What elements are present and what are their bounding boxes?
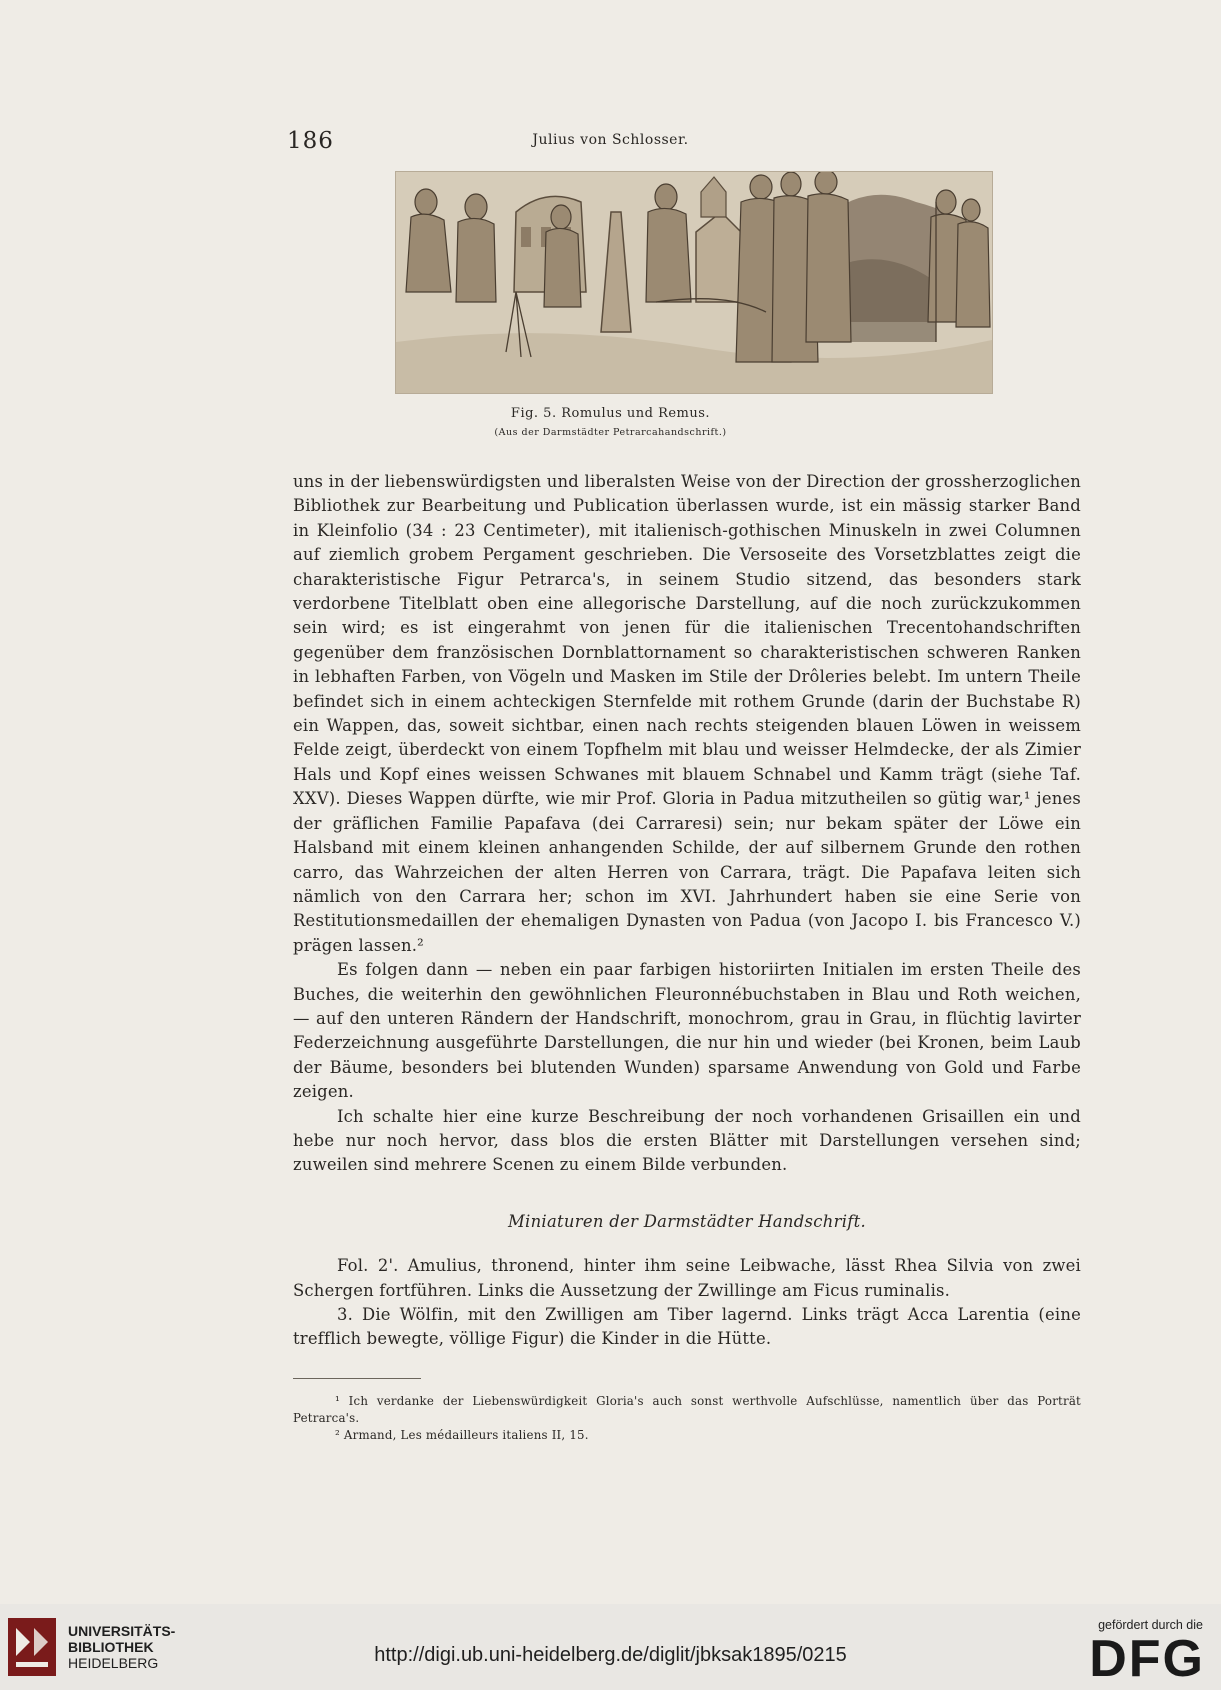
page-footer bbox=[0, 1604, 1221, 1690]
body-text bbox=[293, 470, 1081, 1444]
figure-source: (Aus der Darmstädter Petrarcahandschrift.) bbox=[494, 427, 727, 438]
paragraph-4: Fol. 2'. Amulius, thronend, hinter ihm seine Leibwache, lässt Rhea Silvia von zwei Schergen fortführen. Links die Aussetzung der Zwillinge am Ficus ruminalis. bbox=[293, 1256, 1081, 1300]
paragraph-1: uns in der liebenswürdigsten und liberalsten Weise von der Direction der grossherzoglichen Bibliothek zur Bearbeitung und Publication überlassen wurde, ist ein mässig starker Band in Kleinfolio (34 : 23 Centimeter), mit italienisch-gothischen Minuskeln in zwei Columnen auf ziemlich grobem Pergament geschrieben. Die Versoseite des Vorsetzblattes zeigt die charakteristische Figur Petrarca's, in seinem Studio sitzend, das besonders stark verdorbene Titelblatt oben eine allegorische Darstellung, auf die noch zurückzukommen sein wird; es ist eingerahmt von jenen für die italienischen Trecentohandschriften gegenüber dem französischen Dornblattornament so charakteristischen schweren Ranken in lebhaften Farben, von Vögeln und Masken im Stile der Drôleries belebt. Im untern Theile befindet sich in einem achteckigen Sternfelde mit rothem Grunde (darin der Buchstabe R) ein Wappen, das, soweit sichtbar, einen nach rechts steigenden blauen Löwen in weissem Felde zeigt, überdeckt von einem Topfhelm mit blau und weisser Helmdecke, der als Zimier Hals und Kopf eines weissen Schwanes mit blauem Schnabel und Kamm trägt (siehe Taf. XXV). Dieses Wappen dürfte, wie mir Prof. Gloria in Padua mitzutheilen so gütig war,¹ jenes der gräflichen Familie Papafava (dei Carraresi) sein; nur bekam später der Löwe ein Halsband mit einem kleinen anhangenden Schilde, der auf silbernem Grunde den rothen carro, das Wahrzeichen der alten Herren von Carrara, trägt. Die Papafava leiten sich nämlich von den Carrara her; schon im XVI. Jahrhundert haben sie eine Serie von Restitutionsmedaillen der ehemaligen Dynasten von Padua (von Jacopo I. bis Francesco V.) prägen lassen.² bbox=[293, 472, 1081, 955]
funding-label: gefördert durch die bbox=[1098, 1618, 1203, 1632]
source-url-link[interactable]: http://digi.ub.uni-heidelberg.de/diglit/jbksak1895/0215 bbox=[374, 1644, 847, 1666]
paragraph-5: 3. Die Wölfin, mit den Zwilligen am Tiber lagernd. Links trägt Acca Larentia (eine trefflich bewegte, völlige Figur) die Kinder in die Hütte. bbox=[293, 1305, 1081, 1349]
paragraph-3: Ich schalte hier eine kurze Beschreibung der noch vorhandenen Grisaillen ein und hebe nur noch hervor, dass blos die ersten Blätter mit Darstellungen versehen sind; zuweilen sind mehrere Scenen zu einem Bilde verbunden. bbox=[293, 1106, 1081, 1175]
institution-line-2: BIBLIOTHEK bbox=[68, 1639, 154, 1655]
section-heading: Miniaturen der Darmstädter Handschrift. bbox=[507, 1211, 867, 1231]
institution-line-3: HEIDELBERG bbox=[68, 1655, 159, 1671]
footnote-1: ¹ Ich verdanke der Liebenswürdigkeit Gloria's auch sonst werthvolle Aufschlüsse, namentlich über das Porträt Petrarca's. bbox=[293, 1393, 1081, 1425]
page-number: 186 bbox=[287, 128, 334, 154]
figure-illustration bbox=[395, 171, 993, 394]
paragraph-2: Es folgen dann — neben ein paar farbigen historiirten Initialen im ersten Theile des Buches, die weiterhin den gewöhnlichen Fleuronnébuchstaben in Blau und Roth weichen, — auf den unteren Rändern der Handschrift, monochrom, grau in Grau, in flüchtig lavirter Federzeichnung ausgeführte Darstellungen, die nur hin und wieder (bei Kronen, beim Laub der Bäume, besonders bei blutenden Wunden) sparsame Anwendung von Gold und Farbe zeigen. bbox=[293, 960, 1081, 1102]
footnote-2: ² Armand, Les médailleurs italiens II, 15. bbox=[335, 1427, 589, 1442]
figure-caption: Fig. 5. Romulus und Remus. bbox=[510, 406, 711, 421]
page-header bbox=[0, 128, 1221, 158]
footnote-divider bbox=[293, 1378, 421, 1379]
institution-line-1: UNIVERSITÄTS- bbox=[68, 1623, 176, 1639]
running-title: Julius von Schlosser. bbox=[532, 132, 689, 148]
dfg-logo: DFG bbox=[1089, 1630, 1205, 1688]
grisaille-miniature-image bbox=[396, 172, 992, 393]
